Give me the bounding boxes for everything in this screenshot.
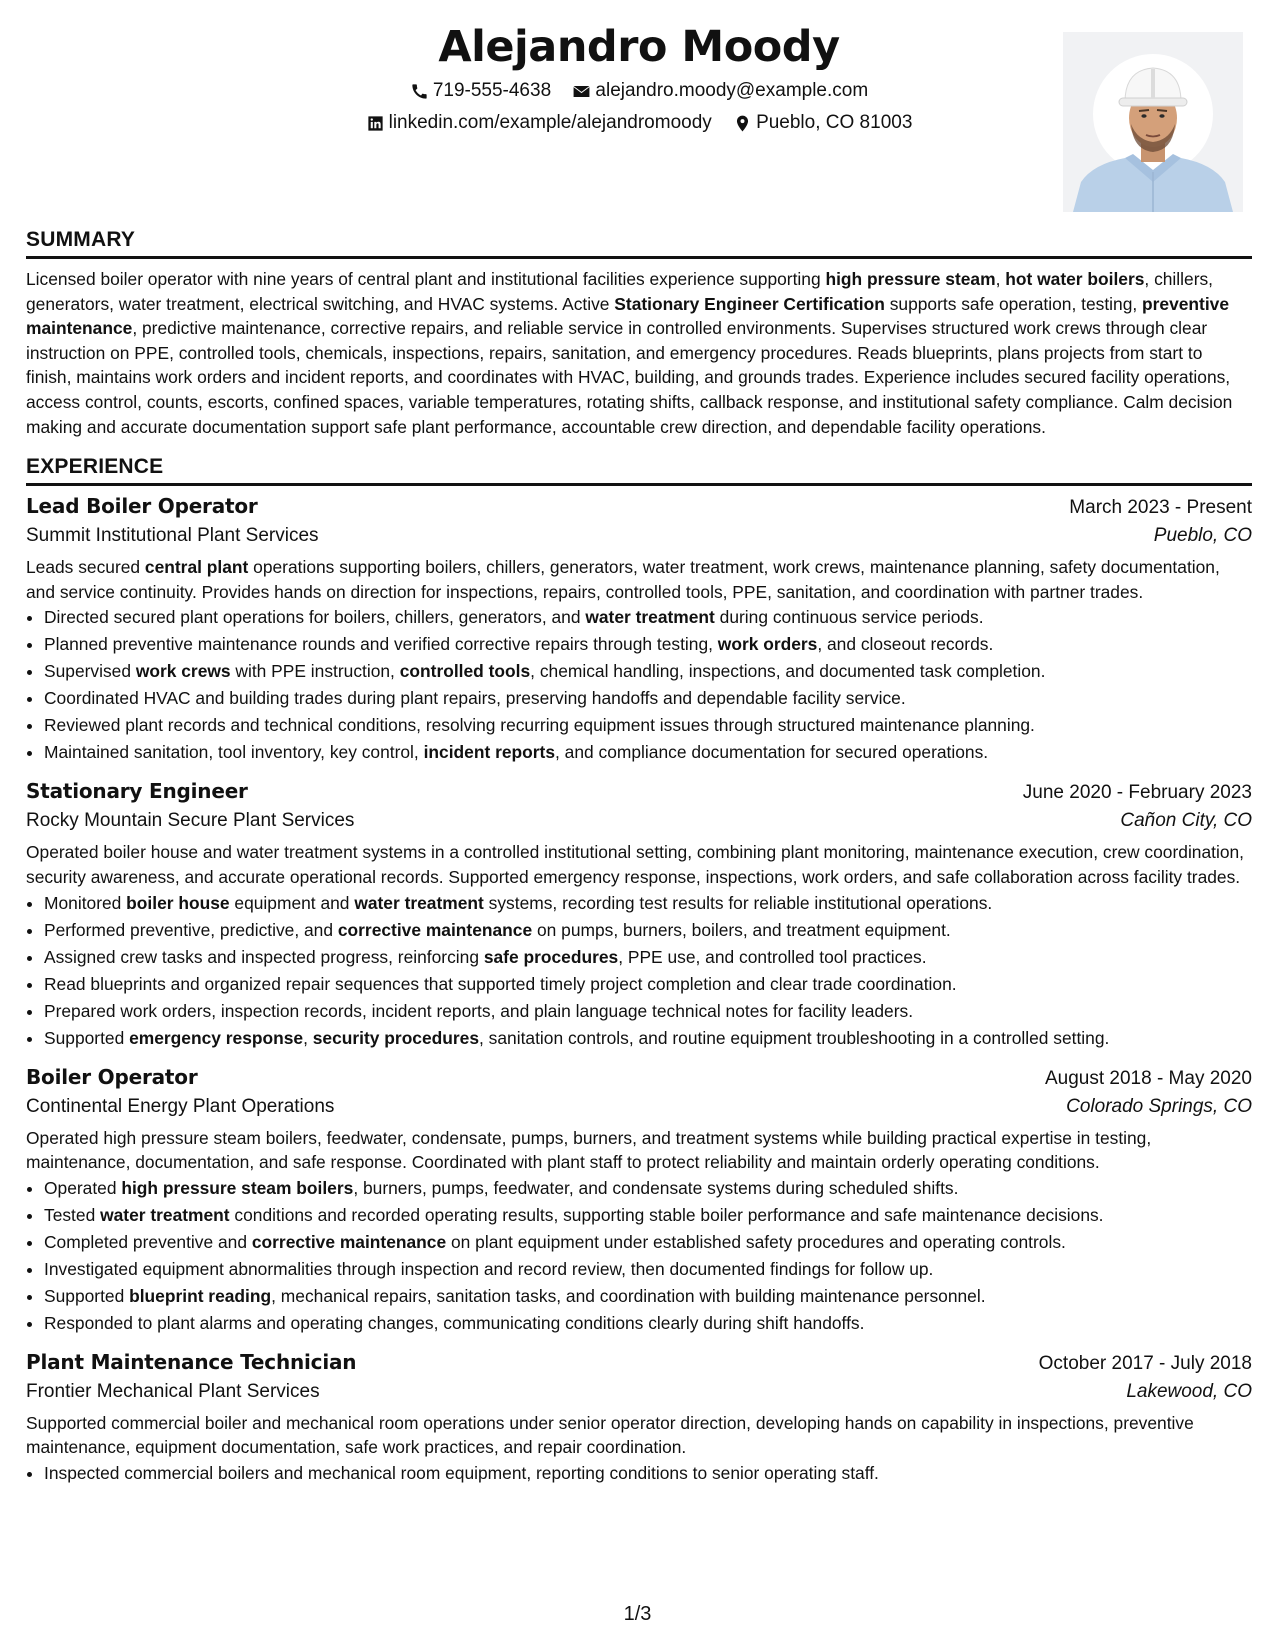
text-run: Prepared work orders, inspection records, incident reports, and plain language technical notes for facility leaders.	[44, 1000, 914, 1021]
text-run: ,	[995, 269, 1006, 289]
text-run: Maintained sanitation, tool inventory, key control,	[44, 742, 424, 763]
text-run: Supervised	[44, 661, 136, 682]
job-description	[26, 555, 1252, 604]
text-run: , burners, pumps, feedwater, and condensate systems during scheduled shifts.	[353, 1177, 959, 1198]
emphasized-text: hot water boilers	[1005, 269, 1145, 289]
summary-heading: SUMMARY	[26, 228, 1252, 259]
experience-list	[26, 494, 1252, 1487]
resume-page	[26, 0, 1252, 1487]
envelope-icon	[572, 82, 591, 101]
job-entry	[26, 779, 1252, 1051]
job-bullet	[44, 658, 1252, 685]
text-run: with PPE instruction,	[230, 661, 400, 682]
job-title: Boiler Operator	[26, 1064, 198, 1089]
text-run: , and closeout records.	[817, 634, 994, 655]
text-run: Operated boiler house and water treatment systems in a controlled institutional setting, combining plant monitoring, maintenance execution, crew coordination, security awareness, and accurate operational records. Supported emergency response, inspections, work orders, and safe collaboration across facility trades.	[26, 842, 1245, 887]
job-entry	[26, 1065, 1252, 1337]
text-run: Investigated equipment abnormalities through inspection and record review, then documented findings for follow up.	[44, 1258, 934, 1279]
job-bullet	[44, 739, 1252, 766]
text-run: Operated	[44, 1177, 122, 1198]
job-bullet	[44, 604, 1252, 631]
profile-photo	[1063, 32, 1243, 212]
job-company: Frontier Mechanical Plant Services	[26, 1380, 320, 1402]
emphasized-text: water treatment	[354, 892, 484, 913]
text-run: conditions and recorded operating results, supporting stable boiler performance and safe maintenance decisions.	[229, 1204, 1104, 1225]
emphasized-text: preventive maintenance	[26, 293, 1230, 339]
text-run: Planned preventive maintenance rounds and verified corrective repairs through testing,	[44, 634, 718, 655]
text-run: Completed preventive and	[44, 1231, 252, 1252]
job-company-line	[26, 1096, 1252, 1118]
job-bullet-list	[26, 604, 1252, 766]
text-run: Directed secured plant operations for boilers, chillers, generators, and	[44, 607, 586, 628]
job-header-line	[26, 1065, 1252, 1090]
job-header-line	[26, 779, 1252, 804]
text-run: Supported	[44, 1285, 130, 1306]
emphasized-text: work orders	[717, 634, 818, 655]
job-company: Summit Institutional Plant Services	[26, 525, 319, 547]
job-description	[26, 1411, 1252, 1460]
text-run: , mechanical repairs, sanitation tasks, and coordination with building maintenance personnel.	[271, 1285, 986, 1306]
job-description	[26, 840, 1252, 889]
emphasized-text: corrective maintenance	[337, 919, 533, 940]
emphasized-text: safe procedures	[483, 946, 619, 967]
emphasized-text: high pressure steam	[825, 269, 996, 289]
text-run: , predictive maintenance, corrective repairs, and reliable service in controlled environments. Supervises structured work crews through clear instruction on PPE, controlled tools, chemicals, inspections, repairs, sanitation, and emergency procedures. Reads blueprints, plans projects from start to finish, maintains work orders and incident reports, and coordinates with HVAC, building, and grounds trades. Experience includes secured facility operations, access control, counts, escorts, confined spaces, variable temperatures, rotating shifts, callback response, and institutional safety compliance. Calm decision making and accurate documentation support safe plant performance, accountable crew direction, and dependable facility operations.	[26, 318, 1233, 437]
job-entry	[26, 494, 1252, 766]
text-run: , and compliance documentation for secured operations.	[555, 742, 989, 763]
text-run: on pumps, burners, boilers, and treatment equipment.	[532, 919, 951, 940]
linkedin-icon	[366, 114, 385, 133]
phone-number: 719-555-4638	[432, 80, 552, 101]
emphasized-text: water treatment	[100, 1204, 230, 1225]
job-dates: March 2023 - Present	[1069, 497, 1252, 519]
job-company-line	[26, 810, 1252, 832]
job-title: Stationary Engineer	[26, 779, 248, 804]
text-run: equipment and	[229, 892, 355, 913]
text-run: Responded to plant alarms and operating changes, communicating conditions clearly during shift handoffs.	[44, 1312, 865, 1333]
job-title: Plant Maintenance Technician	[26, 1349, 357, 1374]
text-run: systems, recording test results for reliable institutional operations.	[483, 892, 993, 913]
text-run: , chillers, generators, water treatment, electrical switching, and HVAC systems. Active	[26, 269, 1214, 314]
emphasized-text: blueprint reading	[129, 1285, 272, 1306]
job-location: Colorado Springs, CO	[1066, 1095, 1252, 1117]
job-bullet	[44, 1025, 1252, 1052]
text-run: on plant equipment under established safety procedures and operating controls.	[446, 1231, 1066, 1252]
text-run: ,	[303, 1027, 313, 1048]
phone-icon	[410, 82, 429, 101]
job-bullet	[44, 1283, 1252, 1310]
job-bullet	[44, 685, 1252, 712]
job-entry	[26, 1350, 1252, 1487]
job-bullet-list	[26, 890, 1252, 1052]
emphasized-text: central plant	[144, 557, 249, 578]
text-run: Leads secured	[26, 557, 145, 578]
job-bullet	[44, 1175, 1252, 1202]
job-bullet	[44, 1460, 1252, 1487]
emphasized-text: emergency response	[129, 1027, 304, 1048]
job-bullet	[44, 944, 1252, 971]
job-dates: October 2017 - July 2018	[1038, 1352, 1252, 1374]
linkedin-url[interactable]: linkedin.com/example/alejandromoody	[388, 112, 712, 133]
job-bullet	[44, 917, 1252, 944]
emphasized-text: work crews	[135, 661, 231, 682]
text-run: , PPE use, and controlled tool practices.	[618, 946, 927, 967]
job-header-line	[26, 494, 1252, 519]
job-location: Cañon City, CO	[1120, 810, 1252, 832]
emphasized-text: incident reports	[423, 742, 556, 763]
job-bullet	[44, 1256, 1252, 1283]
location-text: Pueblo, CO 81003	[756, 112, 913, 133]
email-address[interactable]: alejandro.moody@example.com	[595, 80, 869, 101]
text-run: Reviewed plant records and technical conditions, resolving recurring equipment issues through structured maintenance planning.	[44, 715, 1035, 736]
text-run: Licensed boiler operator with nine years of central plant and institutional facilities experience supporting	[26, 269, 826, 289]
emphasized-text: corrective maintenance	[251, 1231, 447, 1252]
text-run: supports safe operation, testing,	[884, 293, 1143, 314]
emphasized-text: security procedures	[312, 1027, 480, 1048]
job-bullet	[44, 712, 1252, 739]
text-run: Operated high pressure steam boilers, feedwater, condensate, pumps, burners, and treatment systems while building practical expertise in testing, maintenance, documentation, and safe response. Coordinated with plant staff to protect reliability and maintain orderly operating conditions.	[26, 1127, 1152, 1173]
job-dates: June 2020 - February 2023	[1022, 782, 1252, 804]
job-title: Lead Boiler Operator	[26, 494, 258, 519]
text-run: Assigned crew tasks and inspected progress, reinforcing	[44, 946, 484, 967]
job-bullet-list	[26, 1175, 1252, 1337]
job-bullet	[44, 971, 1252, 998]
summary-paragraph	[26, 267, 1252, 439]
candidate-name: Alejandro Moody	[438, 22, 840, 72]
emphasized-text: high pressure steam boilers	[121, 1177, 354, 1198]
emphasized-text: Stationary Engineer Certification	[614, 293, 885, 314]
text-run: operations supporting boilers, chillers, generators, water treatment, work crews, maintenance planning, safety documentation, and service continuity. Provides hands on direction for inspections, repairs, controlled tools, PPE, sanitation, and coordination with partner trades.	[26, 557, 1220, 602]
text-run: Tested	[44, 1204, 101, 1225]
text-run: , sanitation controls, and routine equipment troubleshooting in a controlled setting.	[479, 1027, 1110, 1048]
job-bullet	[44, 1229, 1252, 1256]
job-location: Lakewood, CO	[1126, 1380, 1252, 1402]
emphasized-text: boiler house	[126, 892, 230, 913]
job-bullet-list	[26, 1460, 1252, 1487]
job-dates: August 2018 - May 2020	[1044, 1067, 1252, 1089]
job-bullet	[44, 631, 1252, 658]
job-company-line	[26, 1381, 1252, 1403]
map-pin-icon	[733, 114, 752, 133]
job-bullet	[44, 1202, 1252, 1229]
text-run: Supported	[44, 1027, 130, 1048]
experience-heading: EXPERIENCE	[26, 455, 1252, 486]
emphasized-text: controlled tools	[399, 661, 531, 682]
contact-location	[733, 112, 912, 134]
emphasized-text: water treatment	[585, 607, 715, 628]
job-description	[26, 1126, 1252, 1175]
text-run: Read blueprints and organized repair sequences that supported timely project completion and clear trade coordination.	[44, 973, 957, 994]
page-number: 1/3	[623, 1603, 652, 1625]
text-run: , chemical handling, inspections, and documented task completion.	[530, 661, 1046, 682]
job-company: Continental Energy Plant Operations	[26, 1095, 335, 1117]
job-company: Rocky Mountain Secure Plant Services	[26, 810, 355, 832]
text-run: Monitored	[44, 892, 127, 913]
text-run: Performed preventive, predictive, and	[44, 919, 338, 940]
resume-header	[26, 0, 1252, 222]
job-location: Pueblo, CO	[1153, 525, 1252, 547]
text-run: during continuous service periods.	[714, 607, 984, 628]
contact-linkedin[interactable]	[366, 112, 712, 134]
text-run: Inspected commercial boilers and mechanical room equipment, reporting conditions to senior operating staff.	[44, 1462, 879, 1483]
contact-email[interactable]	[572, 80, 868, 102]
text-run: Coordinated HVAC and building trades during plant repairs, preserving handoffs and dependable facility service.	[44, 688, 906, 709]
job-bullet	[44, 1310, 1252, 1337]
profile-photo-illustration	[1063, 32, 1243, 212]
job-header-line	[26, 1350, 1252, 1375]
text-run: Supported commercial boiler and mechanical room operations under senior operator direction, developing hands on capability in inspections, preventive maintenance, equipment documentation, safe work practices, and repair coordination.	[26, 1412, 1194, 1458]
job-bullet	[44, 890, 1252, 917]
job-company-line	[26, 525, 1252, 547]
job-bullet	[44, 998, 1252, 1025]
contact-phone	[410, 80, 551, 102]
